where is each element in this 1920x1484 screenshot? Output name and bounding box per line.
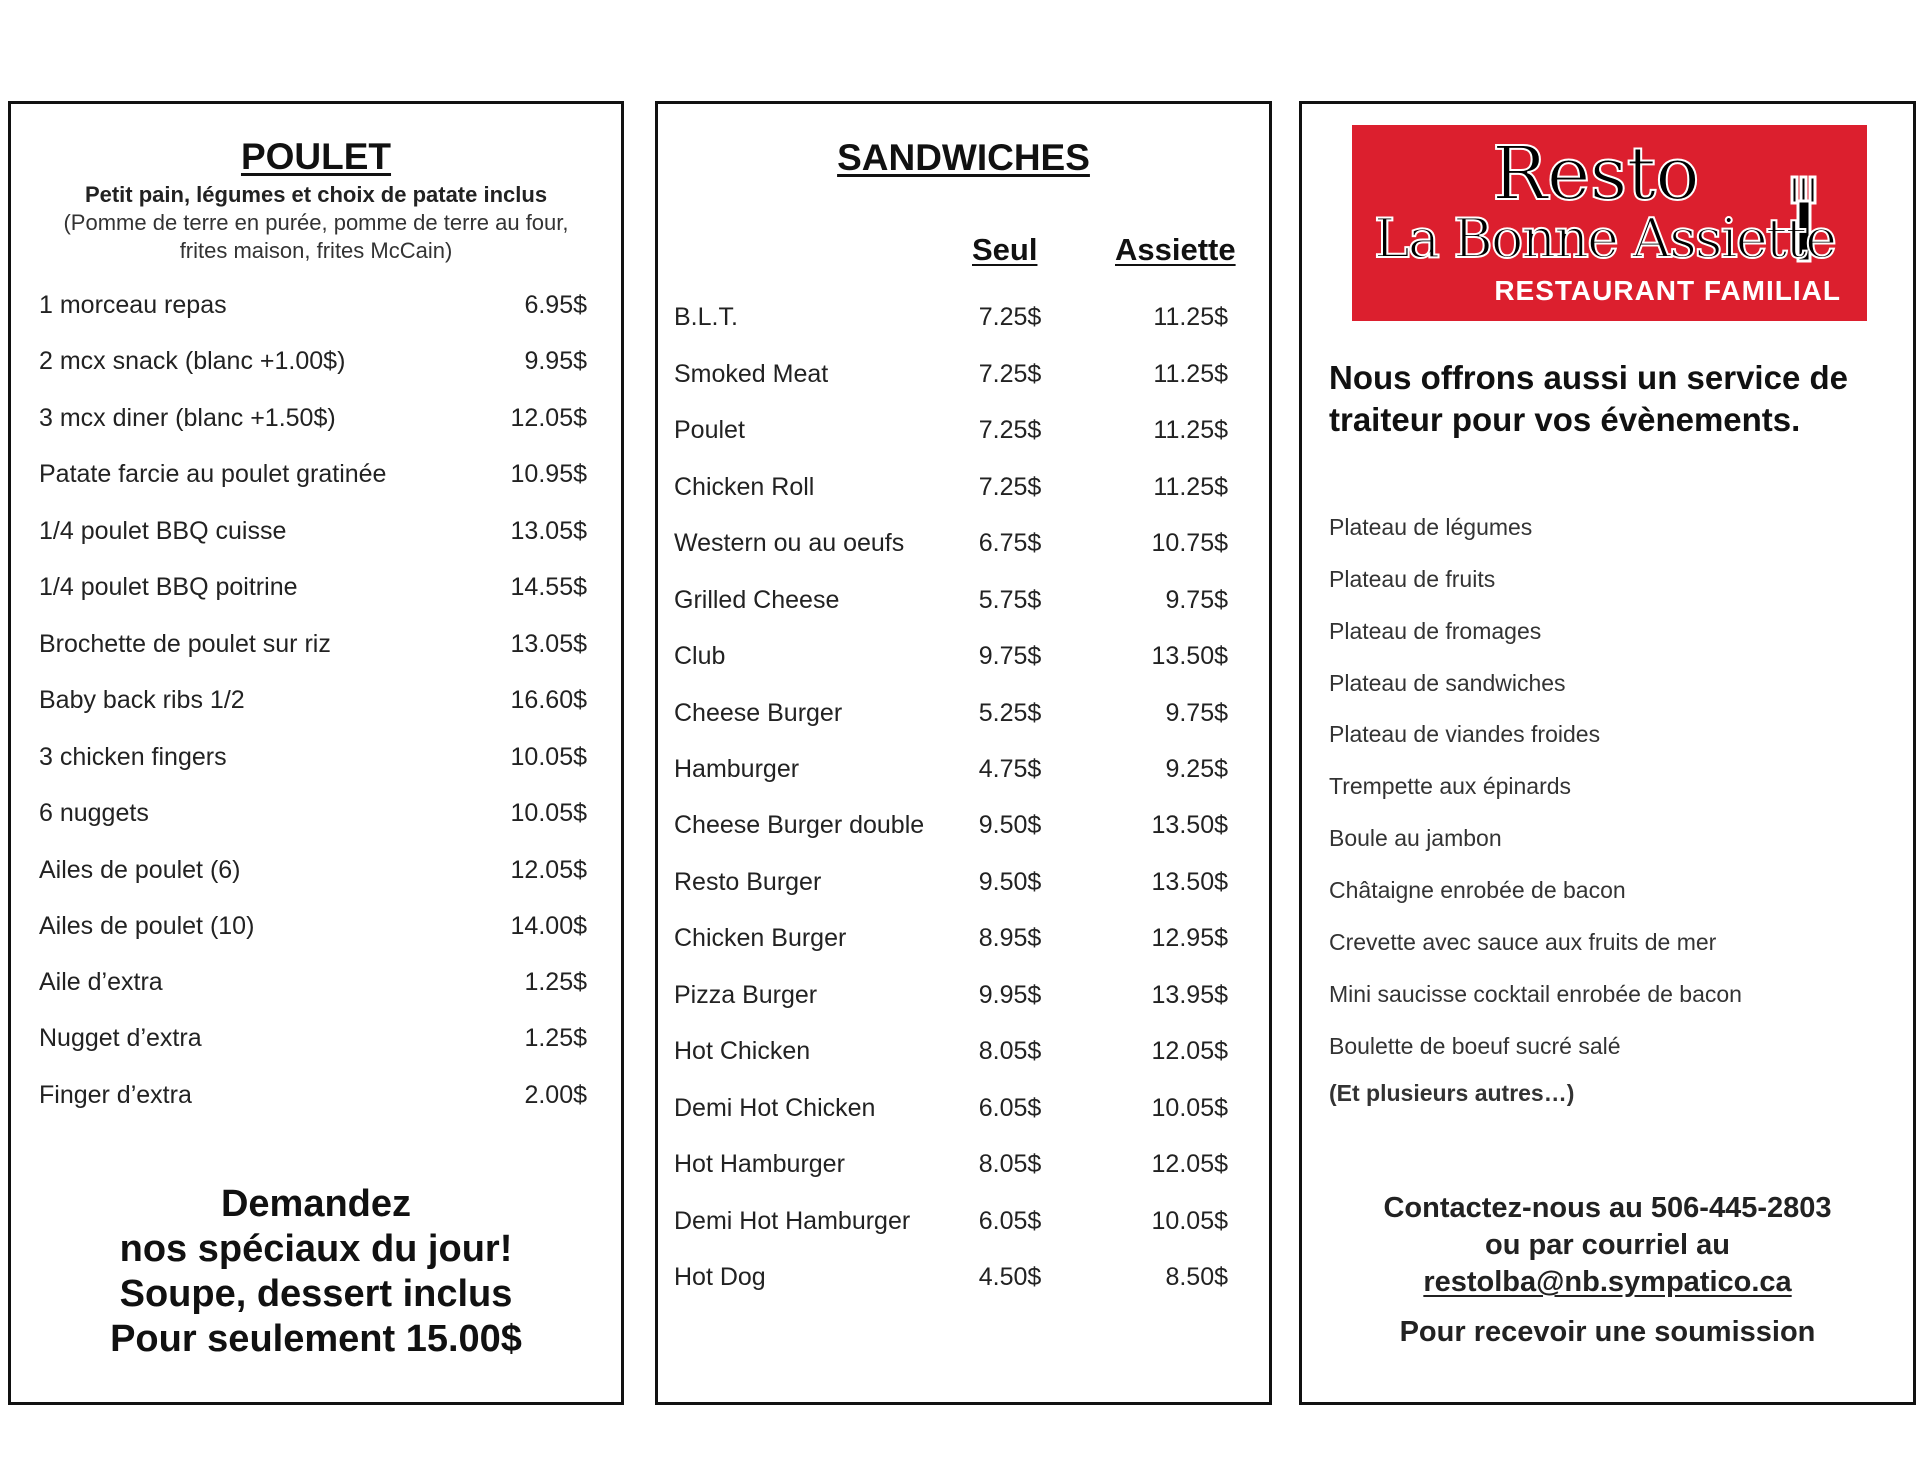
catering-others: (Et plusieurs autres…) <box>1329 1080 1575 1106</box>
sandwiches-title: SANDWICHES <box>837 137 1090 178</box>
sandwich-price-seul: 5.25$ <box>978 699 1042 727</box>
specials-line: Soupe, dessert inclus <box>119 1273 513 1315</box>
sandwich-item <box>658 473 1269 513</box>
poulet-item-name: Ailes de poulet (6) <box>39 856 241 884</box>
sandwich-item <box>658 303 1269 343</box>
poulet-panel <box>8 101 624 1405</box>
sandwich-price-assiette: 13.50$ <box>1151 811 1228 839</box>
catering-item: Boulette de boeuf sucré salé <box>1329 1033 1621 1059</box>
poulet-item <box>11 912 621 952</box>
sandwich-price-seul: 7.25$ <box>978 303 1042 331</box>
poulet-item-name: Baby back ribs 1/2 <box>39 686 245 714</box>
sandwich-name: B.L.T. <box>674 303 738 331</box>
sandwich-name: Chicken Roll <box>674 473 815 501</box>
sandwich-price-seul: 6.75$ <box>978 529 1042 557</box>
poulet-item-price: 16.60$ <box>510 686 587 714</box>
poulet-item <box>11 573 621 613</box>
sandwich-price-assiette: 10.05$ <box>1151 1207 1228 1235</box>
sandwich-item <box>658 529 1269 569</box>
sandwich-name: Cheese Burger double <box>674 811 925 839</box>
catering-item: Plateau de fruits <box>1329 566 1496 592</box>
poulet-item-name: 3 mcx diner (blanc +1.50$) <box>39 404 336 432</box>
sandwich-price-seul: 7.25$ <box>978 416 1042 444</box>
sandwiches-panel <box>655 101 1272 1405</box>
sandwich-price-seul: 8.05$ <box>978 1037 1042 1065</box>
catering-item: Boule au jambon <box>1329 825 1502 851</box>
sandwich-item <box>658 1263 1269 1303</box>
sandwich-item <box>658 981 1269 1021</box>
poulet-item <box>11 291 621 331</box>
catering-item: Châtaigne enrobée de bacon <box>1329 877 1626 903</box>
contact-block <box>1302 1190 1913 1301</box>
poulet-item-name: 2 mcx snack (blanc +1.00$) <box>39 347 346 375</box>
sandwich-price-seul: 6.05$ <box>978 1207 1042 1235</box>
sandwich-name: Cheese Burger <box>674 699 843 727</box>
poulet-item-price: 10.05$ <box>510 743 587 771</box>
sandwich-name: Hamburger <box>674 755 800 783</box>
sandwich-name: Resto Burger <box>674 868 822 896</box>
sandwich-price-assiette: 8.50$ <box>1165 1263 1228 1291</box>
sandwich-name: Demi Hot Chicken <box>674 1094 876 1122</box>
poulet-item-price: 9.95$ <box>524 347 587 375</box>
poulet-item <box>11 347 621 387</box>
poulet-item-price: 12.05$ <box>510 856 587 884</box>
poulet-item-name: 1/4 poulet BBQ poitrine <box>39 573 298 601</box>
poulet-item <box>11 1081 621 1121</box>
poulet-item-price: 2.00$ <box>524 1081 587 1109</box>
catering-item: Plateau de viandes froides <box>1329 721 1601 747</box>
catering-item: Plateau de sandwiches <box>1329 670 1566 696</box>
sandwich-name: Poulet <box>674 416 745 444</box>
sandwich-item <box>658 811 1269 851</box>
poulet-item-name: Brochette de poulet sur riz <box>39 630 331 658</box>
poulet-item <box>11 630 621 670</box>
sandwich-name: Western ou au oeufs <box>674 529 905 557</box>
sandwich-price-seul: 5.75$ <box>978 586 1042 614</box>
sandwich-name: Club <box>674 642 726 670</box>
catering-item: Mini saucisse cocktail enrobée de bacon <box>1329 981 1742 1007</box>
specials-line: nos spéciaux du jour! <box>119 1228 513 1270</box>
column-header-assiette: Assiette <box>1115 232 1236 267</box>
sandwich-price-assiette: 11.25$ <box>1153 473 1228 501</box>
sandwich-name: Hot Dog <box>674 1263 766 1291</box>
poulet-item-price: 13.05$ <box>510 630 587 658</box>
poulet-item-name: 3 chicken fingers <box>39 743 227 771</box>
sandwich-price-assiette: 12.05$ <box>1151 1150 1228 1178</box>
sandwich-price-seul: 4.50$ <box>978 1263 1042 1291</box>
poulet-item <box>11 404 621 444</box>
poulet-subtitle: Petit pain, légumes et choix de patate inclus <box>84 182 548 207</box>
poulet-item-name: 1 morceau repas <box>39 291 227 319</box>
sandwich-price-assiette: 13.95$ <box>1151 981 1228 1009</box>
poulet-item <box>11 743 621 783</box>
poulet-item <box>11 856 621 896</box>
logo-name: La Bonne Assiette <box>1374 207 1836 270</box>
poulet-item-price: 6.95$ <box>524 291 587 319</box>
sandwich-name: Smoked Meat <box>674 360 829 388</box>
sandwich-item <box>658 868 1269 908</box>
catering-item: Plateau de légumes <box>1329 514 1533 540</box>
poulet-item <box>11 1024 621 1064</box>
restaurant-logo <box>1352 125 1867 321</box>
sandwich-price-assiette: 10.05$ <box>1151 1094 1228 1122</box>
sandwich-price-seul: 9.50$ <box>978 868 1042 896</box>
poulet-item-name: Finger d’extra <box>39 1081 192 1109</box>
sandwich-name: Demi Hot Hamburger <box>674 1207 911 1235</box>
poulet-item-price: 10.05$ <box>510 799 587 827</box>
sandwich-item <box>658 642 1269 682</box>
sandwich-item <box>658 586 1269 626</box>
poulet-item <box>11 460 621 500</box>
sandwich-item <box>658 1150 1269 1190</box>
poulet-item-price: 13.05$ <box>510 517 587 545</box>
sandwich-name: Chicken Burger <box>674 924 847 952</box>
catering-item: Crevette avec sauce aux fruits de mer <box>1329 929 1717 955</box>
sandwich-price-assiette: 12.95$ <box>1151 924 1228 952</box>
sandwich-price-seul: 7.25$ <box>978 473 1042 501</box>
sandwich-price-seul: 4.75$ <box>978 755 1042 783</box>
sandwich-price-assiette: 11.25$ <box>1153 360 1228 388</box>
poulet-item <box>11 686 621 726</box>
contact-phone-line: Contactez-nous au 506-445-2803 <box>1383 1192 1832 1224</box>
poulet-item <box>11 799 621 839</box>
sandwich-item <box>658 416 1269 456</box>
poulet-item-name: 1/4 poulet BBQ cuisse <box>39 517 287 545</box>
sandwich-price-seul: 7.25$ <box>978 360 1042 388</box>
sandwich-price-seul: 6.05$ <box>978 1094 1042 1122</box>
sandwich-item <box>658 1207 1269 1247</box>
poulet-note: (Pomme de terre en purée, pomme de terre au four, frites maison, frites McCain) <box>63 210 569 263</box>
poulet-item-name: Patate farcie au poulet gratinée <box>39 460 387 488</box>
sandwich-price-assiette: 13.50$ <box>1151 868 1228 896</box>
sandwich-item <box>658 360 1269 400</box>
sandwich-item <box>658 1094 1269 1134</box>
column-header-seul: Seul <box>972 232 1038 267</box>
sandwich-price-assiette: 9.25$ <box>1165 755 1228 783</box>
sandwich-item <box>658 924 1269 964</box>
sandwich-name: Grilled Cheese <box>674 586 840 614</box>
sandwich-price-assiette: 11.25$ <box>1153 416 1228 444</box>
sandwich-price-assiette: 9.75$ <box>1165 699 1228 727</box>
sandwich-price-seul: 9.50$ <box>978 811 1042 839</box>
sandwich-price-seul: 9.75$ <box>978 642 1042 670</box>
contact-email-link[interactable]: restolba@nb.sympatico.ca <box>1423 1266 1792 1298</box>
poulet-item <box>11 517 621 557</box>
poulet-item-price: 14.55$ <box>510 573 587 601</box>
sandwich-price-assiette: 11.25$ <box>1153 303 1228 331</box>
sandwich-item <box>658 699 1269 739</box>
sandwich-name: Hot Hamburger <box>674 1150 845 1178</box>
poulet-item-name: Nugget d’extra <box>39 1024 202 1052</box>
logo-tagline: RESTAURANT FAMILIAL <box>1494 275 1841 306</box>
sandwich-name: Hot Chicken <box>674 1037 811 1065</box>
sandwich-price-seul: 9.95$ <box>978 981 1042 1009</box>
daily-specials <box>11 1182 621 1362</box>
poulet-title: POULET <box>240 136 392 177</box>
sandwich-price-assiette: 9.75$ <box>1165 586 1228 614</box>
contact-quote: Pour recevoir une soumission <box>1399 1316 1816 1348</box>
poulet-item-price: 14.00$ <box>510 912 587 940</box>
sandwich-price-assiette: 12.05$ <box>1151 1037 1228 1065</box>
sandwich-name: Pizza Burger <box>674 981 818 1009</box>
sandwich-price-seul: 8.05$ <box>978 1150 1042 1178</box>
catering-item: Plateau de fromages <box>1329 618 1542 644</box>
poulet-item-price: 10.95$ <box>510 460 587 488</box>
traiteur-panel <box>1299 101 1916 1405</box>
catering-item: Trempette aux épinards <box>1329 773 1572 799</box>
poulet-item-price: 1.25$ <box>524 968 587 996</box>
poulet-item-name: Aile d’extra <box>39 968 163 996</box>
poulet-item-name: 6 nuggets <box>39 799 149 827</box>
sandwich-item <box>658 755 1269 795</box>
poulet-item-price: 1.25$ <box>524 1024 587 1052</box>
contact-email-intro: ou par courriel au <box>1485 1229 1730 1261</box>
sandwich-price-assiette: 13.50$ <box>1151 642 1228 670</box>
specials-line: Demandez <box>220 1183 412 1225</box>
sandwich-item <box>658 1037 1269 1077</box>
poulet-item-name: Ailes de poulet (10) <box>39 912 255 940</box>
sandwich-price-seul: 8.95$ <box>978 924 1042 952</box>
catering-headline: Nous offrons aussi un service de traiteur pour vos évènements. <box>1329 359 1848 438</box>
poulet-item-price: 12.05$ <box>510 404 587 432</box>
logo-resto: Resto <box>1492 131 1699 217</box>
sandwich-price-assiette: 10.75$ <box>1151 529 1228 557</box>
poulet-item <box>11 968 621 1008</box>
specials-line: Pour seulement 15.00$ <box>110 1318 522 1360</box>
